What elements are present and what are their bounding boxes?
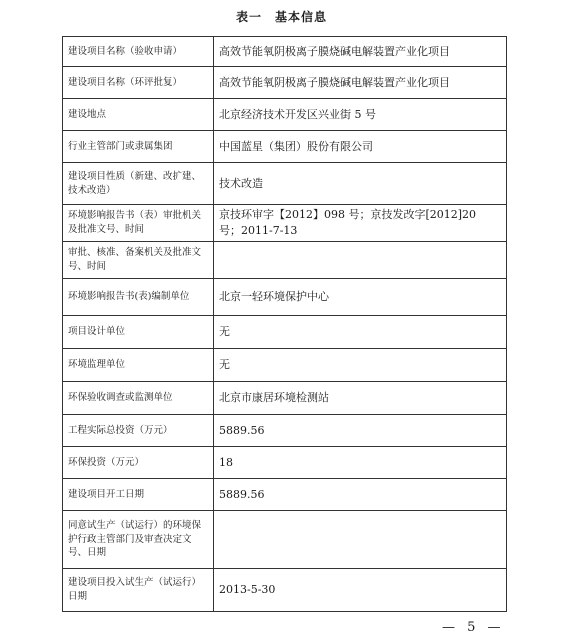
row-label: 建设地点 [63, 99, 214, 131]
row-label: 建设项目开工日期 [63, 479, 214, 511]
row-value [214, 242, 507, 279]
row-label: 环境影响报告书(表)编制单位 [63, 279, 214, 316]
row-value: 5889.56 [214, 479, 507, 511]
row-label: 环境监理单位 [63, 349, 214, 382]
table-row [63, 316, 507, 349]
row-label: 项目设计单位 [63, 316, 214, 349]
row-label: 建设项目名称（验收申请） [63, 37, 214, 67]
table-row [63, 382, 507, 415]
table-row [63, 447, 507, 479]
row-value: 中国蓝星（集团）股份有限公司 [214, 131, 507, 163]
table-row [63, 415, 507, 447]
row-label: 环保验收调查或监测单位 [63, 382, 214, 415]
row-value: 技术改造 [214, 163, 507, 205]
table-row [63, 131, 507, 163]
table-row [63, 511, 507, 569]
table-row [63, 569, 507, 612]
row-value: 高效节能氧阴极离子膜烧碱电解装置产业化项目 [214, 67, 507, 99]
row-label: 行业主管部门或隶属集团 [63, 131, 214, 163]
table-row [63, 349, 507, 382]
row-label: 工程实际总投资（万元） [63, 415, 214, 447]
table-row [63, 279, 507, 316]
row-value: 5889.56 [214, 415, 507, 447]
table-row [63, 67, 507, 99]
row-value: 18 [214, 447, 507, 479]
row-label: 环保投资（万元） [63, 447, 214, 479]
row-label: 建设项目名称（环评批复） [63, 67, 214, 99]
row-value: 北京市康居环境检测站 [214, 382, 507, 415]
page-number: — 5 — [442, 620, 505, 635]
table-row [63, 37, 507, 67]
row-label: 同意试生产（试运行）的环境保护行政主管部门及审查决定文号、日期 [63, 511, 214, 569]
row-value: 京技环审字【2012】098 号；京技发改字[2012]20 号；2011-7-13 [214, 205, 507, 242]
row-label: 审批、核准、备案机关及批准文号、时间 [63, 242, 214, 279]
row-value: 无 [214, 316, 507, 349]
row-value: 2013-5-30 [214, 569, 507, 612]
table-row [63, 163, 507, 205]
row-label: 建设项目投入试生产（试运行）日期 [63, 569, 214, 612]
table-row [63, 479, 507, 511]
table-title: 表一 基本信息 [235, 10, 327, 24]
row-value: 北京一轻环境保护中心 [214, 279, 507, 316]
table-row [63, 242, 507, 279]
row-value [214, 511, 507, 569]
row-label: 建设项目性质（新建、改扩建、技术改造） [63, 163, 214, 205]
table-row [63, 99, 507, 131]
row-label: 环境影响报告书（表）审批机关及批准文号、时间 [63, 205, 214, 242]
basic-info-table [62, 36, 507, 612]
table-row [63, 205, 507, 242]
row-value: 高效节能氧阴极离子膜烧碱电解装置产业化项目 [214, 37, 507, 67]
row-value: 北京经济技术开发区兴业街 5 号 [214, 99, 507, 131]
row-value: 无 [214, 349, 507, 382]
